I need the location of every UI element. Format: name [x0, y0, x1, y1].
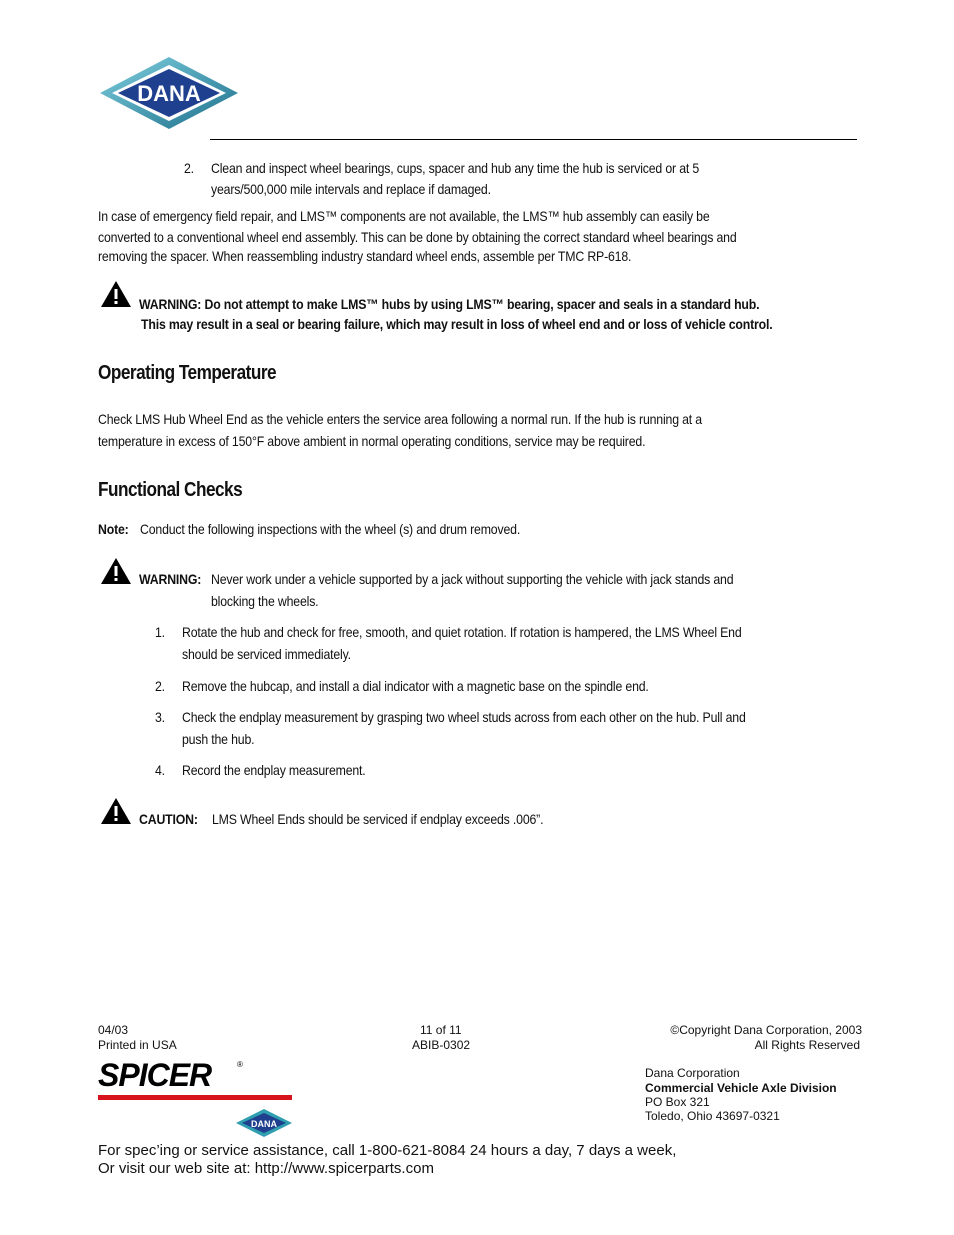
dana-small-logo	[235, 1108, 293, 1138]
intro-para-line1: In case of emergency field repair, and LMS™ components are not available, the LMS™ hub assembly can easily be	[98, 208, 710, 224]
step-number: 2.	[155, 678, 165, 694]
caution-text: LMS Wheel Ends should be serviced if endplay exceeds .006”.	[212, 811, 544, 827]
address-company: Dana Corporation	[645, 1066, 740, 1080]
step-line1: Check the endplay measurement by grasping two wheel studs across from each other on the hub. Pull and	[182, 709, 746, 725]
warning-lms-line1: WARNING: Do not attempt to make LMS™ hubs by using LMS™ bearing, spacer and seals in a standard hub.	[139, 296, 760, 312]
spicer-red-bar	[98, 1095, 292, 1100]
contact-line2: Or visit our web site at: http://www.spicerparts.com	[98, 1160, 434, 1177]
operating-temp-line2: temperature in excess of 150°F above ambient in normal operating conditions, service may be required.	[98, 433, 646, 449]
footer-page-number: 11 of 11	[420, 1023, 462, 1037]
warning-jack-line2: blocking the wheels.	[211, 593, 319, 609]
section-title-functional-checks: Functional Checks	[98, 479, 243, 501]
warning-icon	[100, 557, 132, 585]
step-line1: Record the endplay measurement.	[182, 762, 366, 778]
address-division: Commercial Vehicle Axle Division	[645, 1081, 837, 1095]
warning-lms-line2: This may result in a seal or bearing failure, which may result in loss of wheel end and or loss of vehicle control.	[141, 316, 773, 332]
note-text: Conduct the following inspections with the wheel (s) and drum removed.	[140, 521, 521, 537]
intro-para-line3: removing the spacer. When reassembling industry standard wheel ends, assemble per TMC RP-618.	[98, 248, 632, 264]
operating-temp-line1: Check LMS Hub Wheel End as the vehicle enters the service area following a normal run. If the hub is running at a	[98, 411, 702, 427]
step-line2: should be serviced immediately.	[182, 646, 351, 662]
spicer-logo-text: SPICER	[98, 1057, 212, 1093]
dana-small-logo-text: DANA	[251, 1119, 277, 1129]
address-city: Toledo, Ohio 43697-0321	[645, 1109, 780, 1123]
dana-logo-text: DANA	[137, 81, 201, 106]
contact-line1: For spec’ing or service assistance, call 1-800-621-8084 24 hours a day, 7 days a week,	[98, 1142, 677, 1159]
warning-jack-line1: Never work under a vehicle supported by a jack without supporting the vehicle with jack stands and	[211, 571, 734, 587]
intro-item-line1: Clean and inspect wheel bearings, cups, spacer and hub any time the hub is serviced or at 5	[211, 160, 700, 176]
note-label: Note:	[98, 521, 129, 537]
caution-icon	[100, 797, 132, 825]
footer-printed: Printed in USA	[98, 1038, 177, 1052]
address-po-box: PO Box 321	[645, 1095, 710, 1109]
section-title-operating-temperature: Operating Temperature	[98, 362, 277, 384]
caution-label: CAUTION:	[139, 811, 198, 827]
dana-logo	[98, 55, 240, 131]
footer-date: 04/03	[98, 1023, 129, 1037]
registered-mark: ®	[237, 1060, 243, 1069]
footer-copyright: ©Copyright Dana Corporation, 2003	[670, 1023, 862, 1037]
step-number: 4.	[155, 762, 165, 778]
warning-jack-label: WARNING:	[139, 571, 202, 587]
step-number: 3.	[155, 709, 165, 725]
spicer-logo	[98, 1058, 292, 1102]
warning-icon	[100, 280, 132, 308]
step-line1: Rotate the hub and check for free, smooth, and quiet rotation. If rotation is hampered, the LMS Wheel End	[182, 624, 742, 640]
footer-doc-id: ABIB-0302	[412, 1038, 471, 1052]
intro-item-line2: years/500,000 mile intervals and replace if damaged.	[211, 181, 491, 197]
header-rule	[210, 139, 857, 140]
footer-rights: All Rights Reserved	[754, 1038, 860, 1052]
intro-item-number: 2.	[184, 160, 194, 176]
step-line1: Remove the hubcap, and install a dial indicator with a magnetic base on the spindle end.	[182, 678, 649, 694]
intro-para-line2: converted to a conventional wheel end assembly. This can be done by obtaining the correct standard wheel bearings and	[98, 229, 737, 245]
step-line2: push the hub.	[182, 731, 255, 747]
step-number: 1.	[155, 624, 165, 640]
